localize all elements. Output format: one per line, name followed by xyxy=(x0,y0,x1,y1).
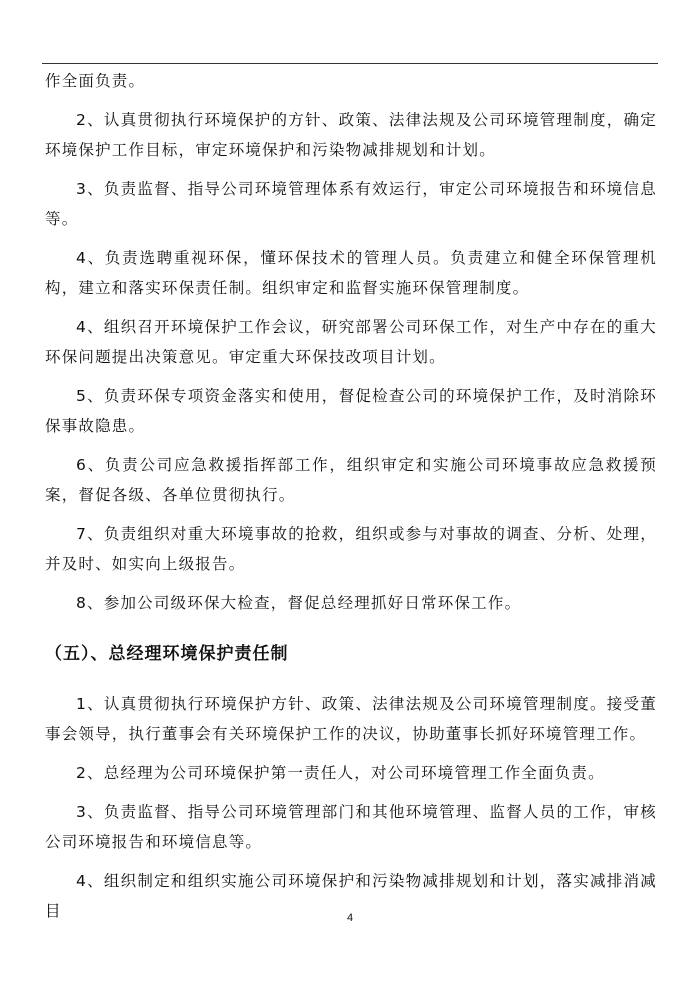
page-number: 4 xyxy=(346,912,354,924)
list-item: 4、组织制定和组织实施公司环境保护和污染物减排规划和计划，落实减排消减目 xyxy=(45,872,657,920)
list-item: 5、负责环保专项资金落实和使用，督促检查公司的环境保护工作，及时消除环保事故隐患。 xyxy=(45,387,657,435)
list-item: 3、负责监督、指导公司环境管理部门和其他环境管理、监督人员的工作，审核公司环境报告和环境信息等。 xyxy=(45,803,657,851)
list-item: 4、负责选聘重视环保，懂环保技术的管理人员。负责建立和健全环保管理机构，建立和落实环保责任制。组织审定和监督实施环保管理制度。 xyxy=(45,249,657,297)
list-item: 2、认真贯彻执行环境保护的方针、政策、法律法规及公司环境管理制度，确定环境保护工作目标，审定环境保护和污染物减排规划和计划。 xyxy=(45,111,657,159)
list-item: 8、参加公司级环保大检查，督促总经理抓好日常环保工作。 xyxy=(76,594,522,612)
list-item: 6、负责公司应急救援指挥部工作，组织审定和实施公司环境事故应急救援预案，督促各级、各单位贯彻执行。 xyxy=(45,456,657,504)
section-heading: （五）、总经理环境保护责任制 xyxy=(45,644,289,664)
list-item: 4、组织召开环境保护工作会议，研究部署公司环保工作，对生产中存在的重大环保问题提出决策意见。审定重大环保技改项目计划。 xyxy=(45,318,657,366)
list-item: 2、总经理为公司环境保护第一责任人，对公司环境管理工作全面负责。 xyxy=(76,764,605,782)
document-body xyxy=(45,66,657,935)
list-item: 3、负责监督、指导公司环境管理体系有效运行，审定公司环境报告和环境信息等。 xyxy=(45,180,657,228)
list-item: 1、认真贯彻执行环境保护方针、政策、法律法规及公司环境管理制度。接受董事会领导，执行董事会有关环境保护工作的决议，协助董事长抓好环境管理工作。 xyxy=(45,695,657,743)
header-rule xyxy=(42,63,658,64)
continuation-text: 作全面负责。 xyxy=(45,72,146,90)
list-item: 7、负责组织对重大环境事故的抢救，组织或参与对事故的调查、分析、处理，并及时、如实向上级报告。 xyxy=(45,525,657,573)
